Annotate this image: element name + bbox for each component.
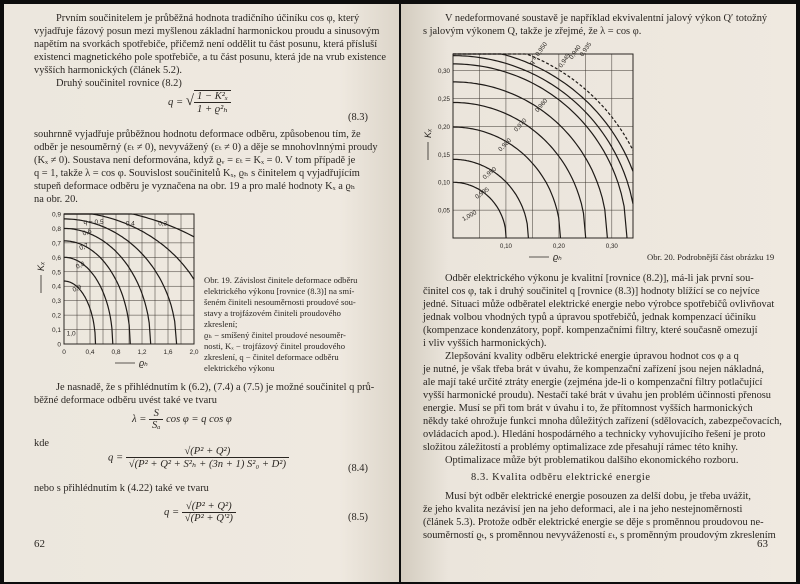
x-tick-label: 0,8 (111, 349, 121, 356)
text-line: energie. Musí se při tom brát v úvahu i to, že přítomnost vyšších harmonických (423, 403, 753, 414)
curve-label: 0,7 (78, 242, 90, 252)
text-line: i vliv vyšších harmonických). (423, 338, 547, 349)
eq-lhs: q = (164, 506, 180, 518)
curve-label: 0,4 (125, 220, 135, 228)
curve-label: 0,6 (81, 227, 93, 238)
caption-line: elektrického výkonu [rovnice (8.3)] na smí- (204, 286, 355, 296)
text-line: Musí být odběr elektrické energie posouzen za delší dobu, je třeba uvážit, (445, 491, 751, 502)
caption-line: zkreslení; (204, 319, 238, 329)
equation-number: (8.3) (348, 112, 368, 123)
curve-q-0945 (453, 56, 633, 204)
curve-label: 0,3 (158, 220, 168, 228)
equation-8-3: q = √ $\frac{\text{1 − K²ₓ}}{\text{1 + ϱ²ₕ}}$ (168, 90, 231, 115)
y-tick-label: 0,3 (51, 298, 61, 306)
text-line: že jeho kvalita nezávisí jen na jeho deformaci, ale i na jeho nestejnoměrnosti (423, 504, 743, 515)
y-tick-label: 0,9 (51, 211, 61, 219)
text-line: q = 1, takže λ = cos φ. Souvislost součinitelů Kₓ, ϱₕ s činitelem q vyjadřujícím (34, 168, 360, 179)
curve-label: 0,995 (473, 185, 491, 201)
caption-line: ϱₕ − smíšený činitel proudové nesouměr- (204, 330, 346, 340)
text-line: ovládacích apod.). Hledání hospodárného a technicky vyhovujícího řešení je proto (423, 429, 766, 440)
curve-label: 0,940 (568, 44, 583, 61)
y-tick-label: 0,25 (437, 96, 450, 104)
equation-lambda (132, 408, 232, 431)
text-line: Je nasnadě, že s přihlédnutím k (6.2), (7.4) a (7.5) je možné součinitel q prů- (56, 382, 375, 393)
curve-q-0940 (453, 54, 633, 171)
y-tick-label: 0,4 (51, 283, 61, 291)
text-line: Prvním součinitelem je průběžná hodnota tradičního účiníku cos φ, který (56, 13, 360, 24)
y-axis-label: Kₓ (36, 261, 46, 271)
right-page (401, 4, 796, 582)
y-tick-label: 0,5 (51, 269, 61, 277)
caption-line: elektrického výkonu (204, 363, 275, 373)
text-line: (Kₓ ≠ 0). Soustava není deformována, když ϱᵥ = εₜ = Kₓ = 0. V tom případě je (34, 155, 356, 166)
eq-rhs: cos φ = q cos φ (166, 413, 232, 425)
curve-label: 0,8 (74, 260, 87, 271)
figure-19-chart (34, 208, 206, 370)
eq-numerator: √(P² + Q²) (126, 446, 289, 458)
x-axis-label: ϱₕ (553, 252, 562, 262)
text-line: stupeň deformace odběru je vyznačena na obr. 19 a pro malé hodnoty Kₓ a ϱₕ (34, 181, 356, 192)
plot-frame (453, 54, 633, 238)
text-line: Zlepšování kvality odběru elektrické energie úpravou hodnot cos φ a q (445, 351, 739, 362)
x-tick-label: 0,10 (499, 243, 512, 250)
x-tick-label: 2,0 (189, 349, 199, 356)
eq-numerator: S (149, 408, 163, 420)
equation-8-4 (108, 446, 289, 470)
curve-label: 0,960 (533, 97, 550, 114)
y-tick-label: 0,6 (51, 254, 61, 262)
text-line: Odběr elektrického výkonu je kvalitní [rovnice (8.2)], má-li jak první sou- (445, 273, 754, 284)
text-line: je nutné, je však třeba brát v úvahu, že kompenzační zařízení jsou nejen nákladná, (423, 364, 765, 375)
y-tick-label: 0,30 (437, 68, 450, 76)
text-line: jedné. Situaci může odběratel elektrické energie nebo výrobce spotřebičů ovlivňovat (423, 299, 775, 310)
section-heading: 8.3. Kvalita odběru elektrické energie (471, 472, 651, 483)
y-tick-label: 0,05 (437, 207, 450, 215)
text-line: (článek 5.3). Protože odběr elektrické energie se děje s proměnnou proudovou ne- (423, 517, 764, 528)
left-page (4, 4, 399, 582)
caption-line: Obr. 19. Závislost činitele deformace odběru (204, 275, 358, 285)
y-tick-label: 0,15 (437, 151, 450, 159)
text-line: jednak volbou vhodných typů a úpravou spotřebičů, jednak kompenzací účiníku (423, 312, 756, 323)
text-line: Optimalizace může být problematikou dalšího ekonomického rozboru. (445, 455, 739, 466)
text-line: vyšších harmonických (článek 5.2). (34, 65, 183, 76)
x-tick-label: 0,4 (85, 349, 95, 356)
figure-20-caption: Obr. 20. Podrobnější část obrázku 19 (647, 252, 775, 262)
y-tick-label: 0,10 (437, 179, 450, 187)
text-line: odběr je nesouměrný (εₜ ≠ 0), nevyvážený (εₜ ≠ 0) a děje se mnohovlnnými proudy (34, 142, 378, 153)
curve-label: q = 0,5 (83, 219, 104, 227)
x-tick-label: 0,20 (552, 243, 565, 250)
page-number: 62 (34, 538, 45, 550)
eq-denominator: √(P² + Q² + S²ₕ + (3n + 1) S²₀ + D²) (128, 459, 286, 470)
text-line: složitou záležitostí a problémy optimalizace zde přesahují rámec této knihy. (423, 442, 738, 453)
page-number: 63 (757, 538, 768, 550)
caption-line: šeném činiteli nesouměrnosti proudové sou- (204, 297, 356, 307)
curve-label: 0,970 (512, 117, 529, 134)
text-line: běžné deformace odběru uvést také ve tvaru (34, 395, 217, 406)
caption-line: zkreslení, q − činitel deformace odběru (204, 352, 339, 362)
x-tick-label: 0 (62, 349, 66, 356)
x-tick-label: 0,30 (605, 243, 618, 250)
eq-denominator: 1 + ϱ²ₕ (197, 104, 228, 115)
text-line: napětím na svorkách spotřebiče, přičemž není oddělit tu část posunu, která přísluší (34, 39, 378, 50)
text-line: nebo s přihlédnutím k (4.22) také ve tvaru (34, 483, 209, 494)
y-tick-label: 0,2 (51, 312, 61, 320)
text-line: na obr. 20. (34, 194, 78, 205)
eq-numerator: √(P² + Q²) (182, 501, 236, 513)
equation-number: (8.5) (348, 512, 368, 523)
curve-label: 0,935 (578, 41, 594, 58)
text-line: existenci magnetického pole spotřebiče, a tu část posunu, která jde na vrub existence (34, 52, 387, 63)
text-line: V nedeformované soustavě je například ekvivalentní jalový výkon Q′ totožný (445, 13, 768, 24)
text-line: souměrností ϱₜ, s proměnnou nevyvážeností εₜ, s proměnným proudovým zkreslením (423, 530, 776, 541)
y-tick-label: 0,1 (51, 327, 61, 335)
curve-label: 0,980 (497, 137, 514, 153)
text-line: činitel cos φ, tak i druhý součinitel q [rovnice (8.3)] hodnoty blížící se co nejvíce (423, 286, 760, 297)
text-line: Druhý součinitel rovnice (8.2) (56, 78, 182, 89)
text-line: s jalovým výkonem Q, takže je zřejmé, že λ = cos φ. (423, 26, 642, 37)
y-tick-label: 0,7 (51, 240, 61, 248)
figure-20-chart (423, 40, 643, 262)
x-tick-label: 1,2 (137, 349, 147, 356)
curve-label: 0,990 (481, 165, 498, 181)
x-axis-label: ϱₕ (139, 358, 148, 368)
equation-8-5 (164, 501, 236, 524)
text-line: vyjadřuje fázový posun mezi myšlenou základní harmonickou proudu a sinusovým (34, 26, 380, 37)
curve-q-05 (64, 219, 177, 344)
eq-numerator: 1 − K²ₓ (194, 91, 231, 103)
y-tick-label: 0,20 (437, 123, 450, 131)
eq-lhs: q = (168, 96, 184, 108)
eq-denominator: √(P² + Q′²) (184, 513, 233, 524)
eq-denominator: Sₐ (152, 420, 161, 431)
caption-line: nosti, Kₓ − trojfázový činitel proudového (204, 341, 345, 351)
curve-label: q = 0,950 (528, 40, 549, 67)
y-axis-label: Kₓ (423, 128, 433, 138)
text-line: vyšší harmonické proudu). Nestačí také brát v úvahu jen problém účinnosti přenosu (423, 390, 771, 401)
text-line: někdy také ohrožuje funkci mnoha důležitých zařízení (sdělovacích, zabezpečovacích, (423, 416, 782, 427)
equation-number: (8.4) (348, 463, 368, 474)
text-line: souhrnně vyjadřuje průběžnou hodnotu deformace odběru, způsobenou tím, že (34, 129, 361, 140)
curve-label: 1,0 (66, 330, 76, 338)
text-line: kde (34, 438, 50, 449)
caption-line: stavy a trojfázovém činiteli proudového (204, 308, 341, 318)
curve-label: 0,945 (557, 52, 573, 70)
curve-label: 1,000 (461, 209, 478, 224)
text-line: (kompenzace kondenzátory, popř. kompenzačními filtry, které současně omezují (423, 325, 758, 336)
text-line: ale mají také určité ztráty energie (zejména jde-li o kompenzační filtry potlačující (423, 377, 763, 388)
curve-label: 0,9 (71, 283, 83, 294)
x-tick-label: 1,6 (163, 349, 173, 356)
y-tick-label: 0,8 (51, 225, 61, 233)
curve-q-0950 (453, 64, 627, 238)
y-tick-label: 0 (57, 341, 61, 349)
eq-lhs: q = (108, 452, 124, 464)
eq-lhs: λ = (132, 413, 147, 425)
